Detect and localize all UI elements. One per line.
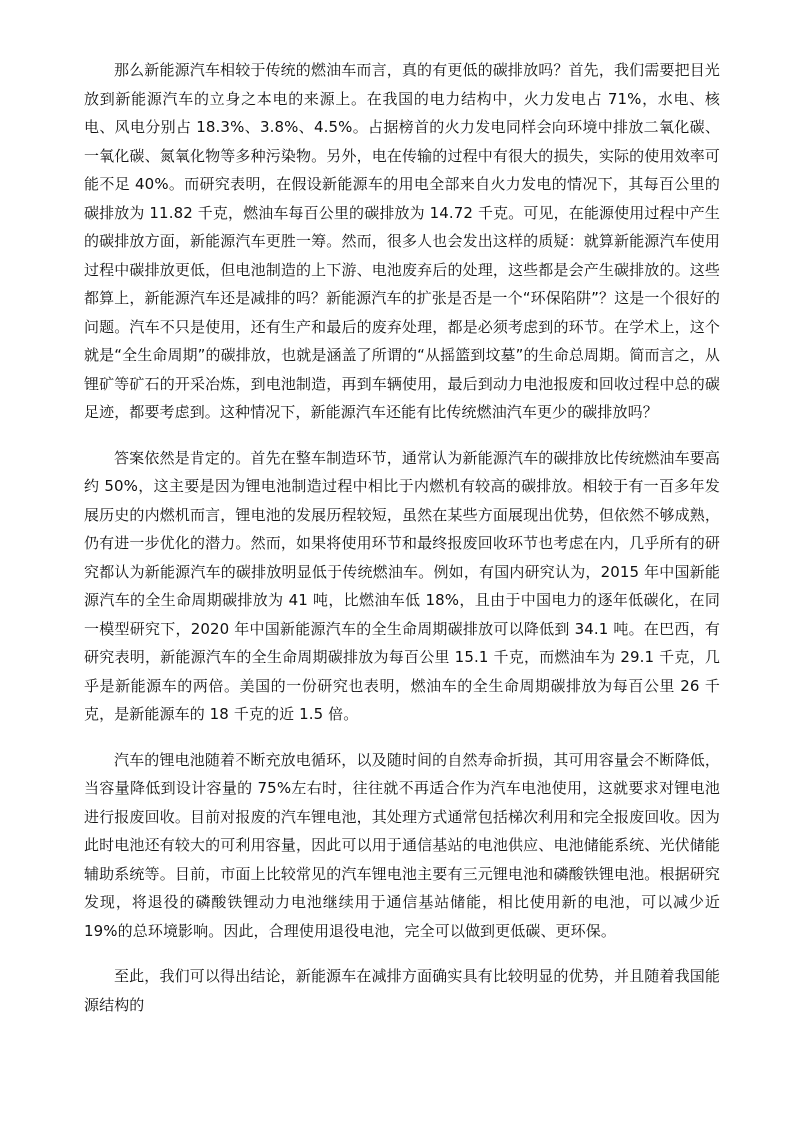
document-page	[84, 56, 720, 1036]
paragraph-lifecycle-answer: 答案依然是肯定的。首先在整车制造环节，通常认为新能源汽车的碳排放比传统燃油车要高约 50%，这主要是因为锂电池制造过程中相比于内燃机有较高的碳排放。相较于有一百多年发展历史的内燃机而言，锂电池的发展历程较短，虽然在某些方面展现出优势，但依然不够成熟，仍有进一步优化的潜力。然而，如果将使用环节和最终报废回收环节也考虑在内，几乎所有的研究都认为新能源汽车的碳排放明显低于传统燃油车。例如，有国内研究认为，2015 年中国新能源汽车的全生命周期碳排放为 41 吨，比燃油车低 18%，且由于中国电力的逐年低碳化，在同一模型研究下，2020 年中国新能源汽车的全生命周期碳排放可以降低到 34.1 吨。在巴西，有研究表明，新能源汽车的全生命周期碳排放为每百公里 15.1 千克，而燃油车为 29.1 千克，几乎是新能源车的两倍。美国的一份研究也表明，燃油车的全生命周期碳排放为每百公里 26 千克，是新能源车的 18 千克的近 1.5 倍。	[84, 448, 720, 723]
paragraph-battery-recycling: 汽车的锂电池随着不断充放电循环，以及随时间的自然寿命折损，其可用容量会不断降低，当容量降低到设计容量的 75%左右时，往往就不再适合作为汽车电池使用，这就要求对锂电池进行报废回收。目前对报废的汽车锂电池，其处理方式通常包括梯次利用和完全报废回收。因为此时电池还有较大的可利用容量，因此可以用于通信基站的电池供应、电池储能系统、光伏储能辅助系统等。目前，市面上比较常见的汽车锂电池主要有三元锂电池和磷酸铁锂电池。根据研究发现，将退役的磷酸铁锂动力电池继续用于通信基站储能，相比使用新的电池，可以减少近 19%的总环境影响。因此，合理使用退役电池，完全可以做到更低碳、更环保。	[84, 750, 720, 940]
paragraph-lifecycle-question: 那么新能源汽车相较于传统的燃油车而言，真的有更低的碳排放吗？首先，我们需要把目光放到新能源汽车的立身之本电的来源上。在我国的电力结构中，火力发电占 71%，水电、核电、风电分别占 18.3%、3.8%、4.5%。占据榜首的火力发电同样会向环境中排放二氧化碳、一氧化碳、氮氧化物等多种污染物。另外，电在传输的过程中有很大的损失，实际的使用效率可能不足 40%。而研究表明，在假设新能源车的用电全部来自火力发电的情况下，其每百公里的碳排放为 11.82 千克，燃油车每百公里的碳排放为 14.72 千克。可见，在能源使用过程中产生的碳排放方面，新能源汽车更胜一筹。然而，很多人也会发出这样的质疑：就算新能源汽车使用过程中碳排放更低，但电池制造的上下游、电池废弃后的处理，这些都是会产生碳排放的。这些都算上，新能源汽车还是减排的吗？新能源汽车的扩张是否是一个“环保陷阱”？这是一个很好的问题。汽车不只是使用，还有生产和最后的废弃处理，都是必须考虑到的环节。在学术上，这个就是“全生命周期”的碳排放，也就是涵盖了所谓的“从摇篮到坟墓”的生命总周期。简而言之，从锂矿等矿石的开采冶炼，到电池制造，再到车辆使用，最后到动力电池报废和回收过程中总的碳足迹，都要考虑到。这种情况下，新能源汽车还能有比传统燃油汽车更少的碳排放吗？	[84, 61, 720, 421]
paragraph-conclusion: 至此，我们可以得出结论，新能源车在减排方面确实具有比较明显的优势，并且随着我国能源结构的	[84, 967, 720, 1014]
